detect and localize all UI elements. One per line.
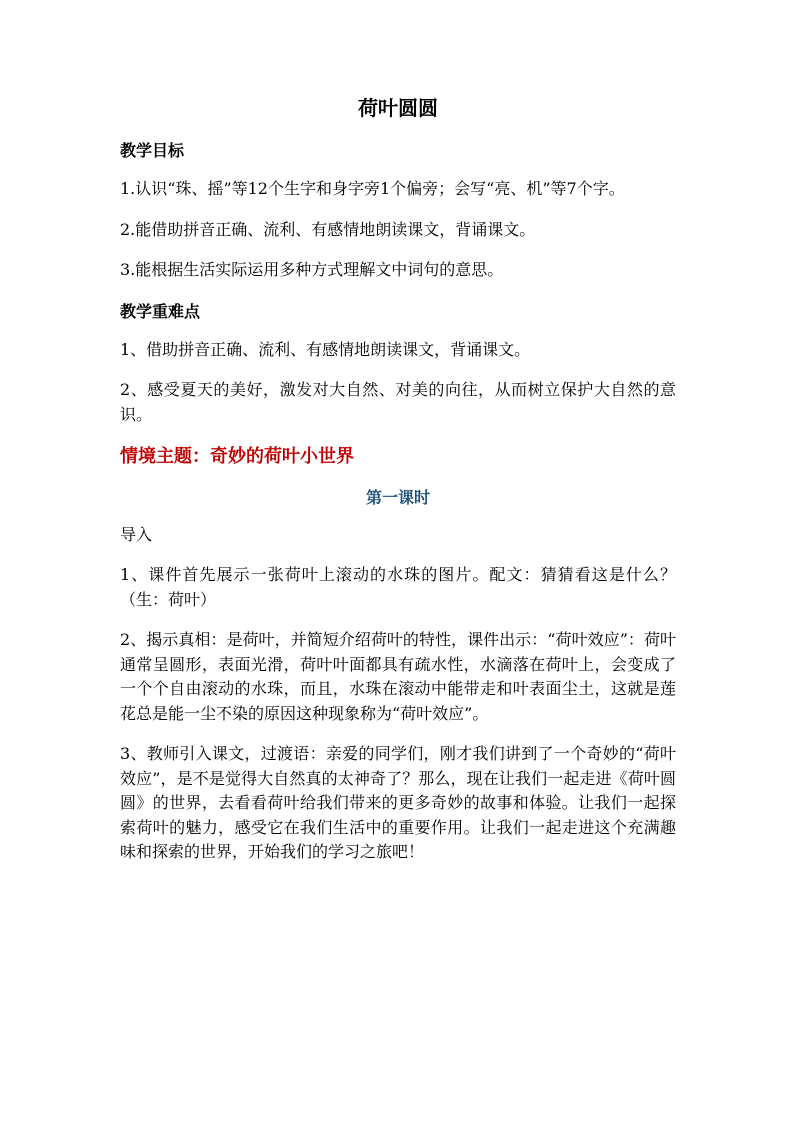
intro-step: 3、教师引入课文，过渡语：亲爱的同学们，刚才我们讲到了一个奇妙的“荷叶效应”，是不是觉得大自然真的太神奇了？那么，现在让我们一起走进《荷叶圆圆》的世界，去看看荷叶给我们带来的更多奇妙的故事和体验。让我们一起探索荷叶的魅力，感受它在我们生活中的重要作用。让我们一起走进这个充满趣味和探索的世界，开始我们的学习之旅吧！ xyxy=(120,744,676,861)
key-point-item: 1、借助拼音正确、流利、有感情地朗读课文，背诵课文。 xyxy=(120,339,531,359)
goals-heading: 教学目标 xyxy=(120,141,185,160)
intro-label: 导入 xyxy=(120,525,153,544)
intro-step: 1、课件首先展示一张荷叶上滚动的水珠的图片。配文：猜猜看这是什么？（生：荷叶） xyxy=(120,565,676,609)
goal-item: 3.能根据生活实际运用多种方式理解文中词句的意思。 xyxy=(120,260,504,279)
goal-item: 1.认识“珠、摇”等12个生字和身字旁1个偏旁；会写“亮、机”等7个字。 xyxy=(120,179,625,198)
intro-step: 2、揭示真相：是荷叶，并简短介绍荷叶的特性，课件出示：“荷叶效应”：荷叶通常呈圆形，表面光滑，荷叶叶面都具有疏水性，水滴落在荷叶上，会变成了一个个自由滚动的水珠，而且，水珠在滚动中能带走和叶表面尘土，这就是莲花总是能一尘不染的原因这种现象称为“荷叶效应”。 xyxy=(120,630,676,723)
key-points-heading: 教学重难点 xyxy=(120,301,201,321)
goal-item: 2.能借助拼音正确、流利、有感情地朗读课文，背诵课文。 xyxy=(120,219,536,239)
theme-heading: 情境主题：奇妙的荷叶小世界 xyxy=(120,446,354,467)
document-title: 荷叶圆圆 xyxy=(358,96,438,120)
lesson-heading: 第一课时 xyxy=(365,488,430,507)
key-point-item: 2、感受夏天的美好，激发对大自然、对美的向往，从而树立保护大自然的意识。 xyxy=(120,380,676,424)
